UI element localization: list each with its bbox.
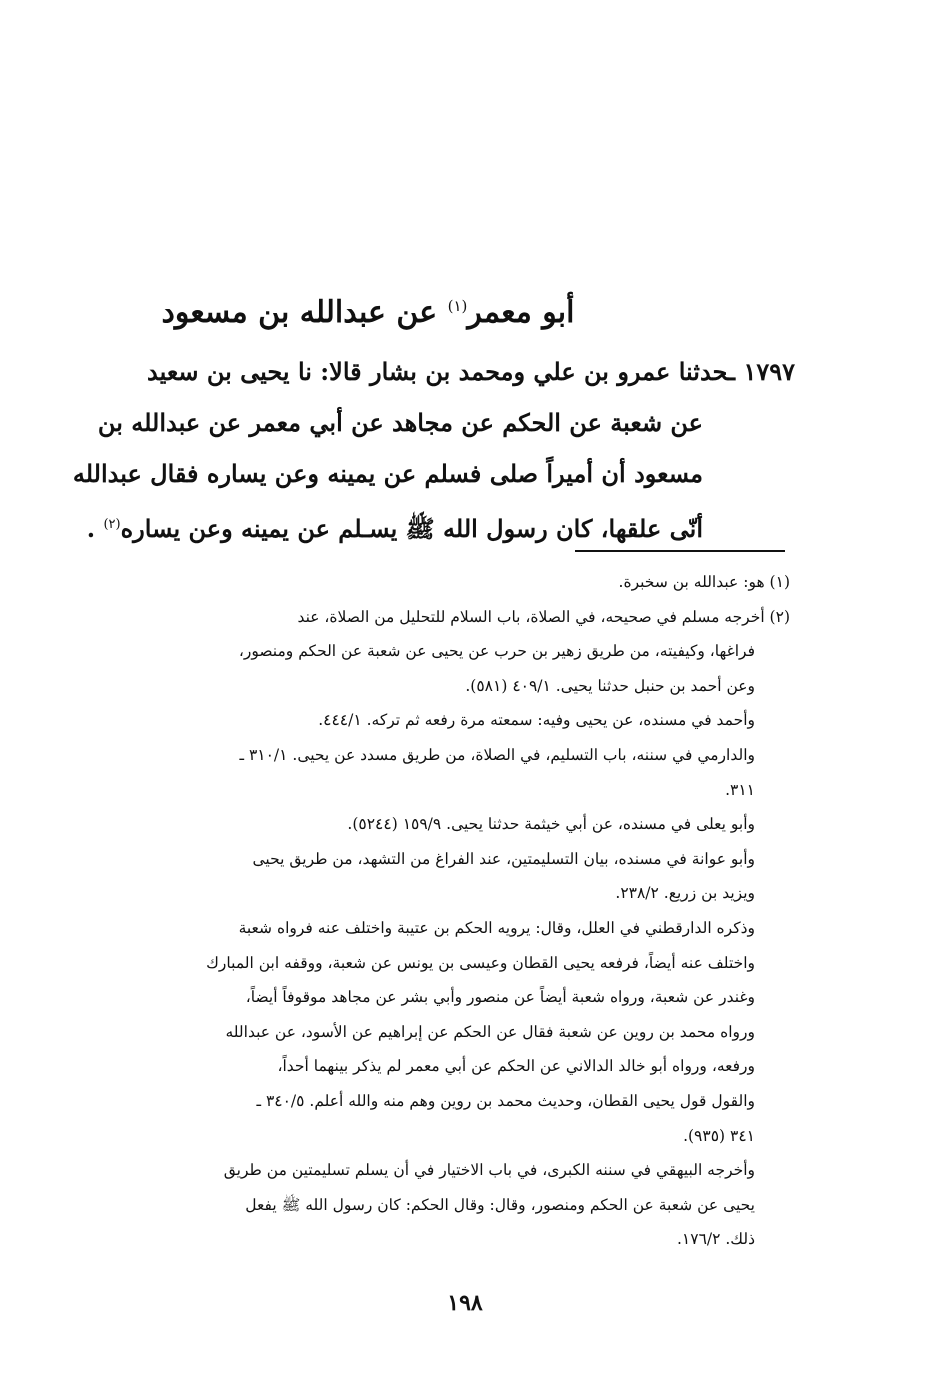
hadith-line-2: عن شعبة عن الحكم عن مجاهد عن أبي معمر عن عبدالله بن [97,408,703,437]
footnote-line: وذكره الدارقطني في العلل، وقال: يرويه الحكم بن عتيبة واختلف عنه فرواه شعبة [238,918,755,937]
heading-text: أبو معمر [467,295,575,330]
hadith-line-1: ١٧٩٧ ـحدثنا عمرو بن علي ومحمد بن بشار قالا: نا يحيى بن سعيد [146,357,795,386]
footnote-line: (١) هو: عبدالله بن سخبرة. [618,573,790,591]
hadith-end-mark: . [86,514,104,543]
hadith-number: ١٧٩٧ ـ [728,357,795,386]
footnote-line: والقول قول يحيى القطان، وحديث محمد بن روين وهم منه والله أعلم. ٣٤٠/٥ ـ [256,1091,755,1110]
footnote-line: وأبو عوانة في مسنده، بيان التسليمتين، عند الفراغ من التشهد، من طريق يحيى [252,849,755,868]
footnote-line: ورواه محمد بن روين عن شعبة فقال عن الحكم عن إبراهيم عن الأسود، عن عبدالله [225,1022,755,1041]
footnote-line: (٢) أخرجه مسلم في صحيحه، في الصلاة، باب السلام للتحليل من الصلاة، عند [297,607,790,626]
footnote-line: وأبو يعلى في مسنده، عن أبي خيثمة حدثنا يحيى. ١٥٩/٩ (٥٢٤٤). [347,815,755,834]
footnote-line: ويزيد بن زريع. ٢٣٨/٢. [615,884,755,903]
footnote-line: وأخرجه البيهقي في سننه الكبرى، في باب الاختيار في أن يسلم تسليمتين من طريق [223,1161,755,1180]
footnote-separator [575,550,785,552]
footnote-line: ورفعه، ورواه أبو خالد الدالاني عن الحكم عن أبي معمر لم يذكر بينهما أحداً، [277,1057,755,1076]
footnote-line: وغندر عن شعبة، ورواه شعبة أيضاً عن منصور وأبي بشر عن مجاهد موقوفاً أيضاً، [245,988,755,1007]
footnote-line: فراغها، وكيفيته، من طريق زهير بن حرب عن يحيى عن شعبة عن الحكم ومنصور، [238,642,755,661]
footnote-line: ٣١١. [725,780,755,799]
section-heading [150,284,586,335]
footnote-line: ذلك. ١٧٦/٢. [676,1230,755,1249]
footnote-line: والدارمي في سننه، باب التسليم، في الصلاة، من طريق مسدد عن يحيى. ٣١٠/١ ـ [239,745,755,764]
footnote-line: وعن أحمد بن حنبل حدثنا يحيى. ٤٠٩/١ (٥٨١). [465,676,755,695]
footnote-line: واختلف عنه أيضاً، فرفعه يحيى القطان وعيسى بن يونس عن شعبة، ووقفه ابن المبارك [206,953,755,972]
hadith-line-4: أنّى علقها، كان رسول الله ﷺ يسـلم عن يمينه وعن يساره$^{(٢)}$ . [86,514,703,543]
hadith-text [72,346,795,550]
footnote-ref-1: (١) [447,297,468,315]
page-number: ١٩٨ [447,1290,483,1316]
footnotes [95,565,790,1257]
footnote-line: وأحمد في مسنده، عن يحيى وفيه: سمعته مرة رفعه ثم تركه. ٤٤٤/١. [318,711,755,730]
footnote-line: يحيى عن شعبة عن الحكم ومنصور، وقال: وقال الحكم: كان رسول الله ﷺ يفعل [245,1195,755,1214]
footnote-ref-2: (٢) [103,517,121,532]
footnote-line: ٣٤١ (٩٣٥). [683,1126,755,1145]
heading-rest: عن عبدالله بن مسعود [161,295,448,330]
hadith-line-3: مسعود أن أميراً صلى فسلم عن يمينه وعن يساره فقال عبدالله [72,459,703,488]
